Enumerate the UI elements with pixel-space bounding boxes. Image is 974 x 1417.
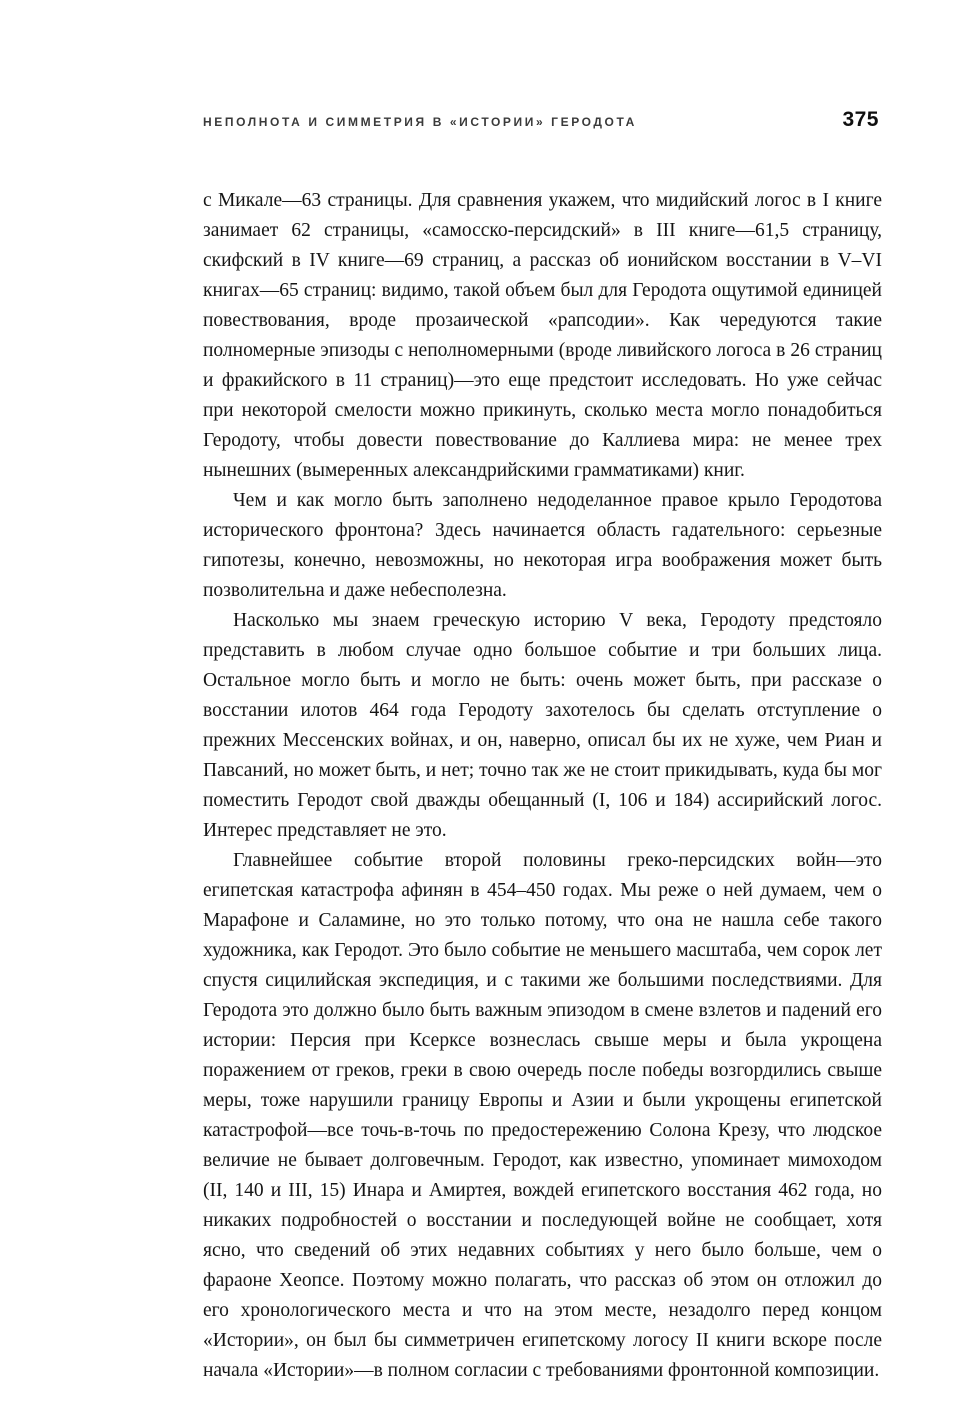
paragraph: Насколько мы знаем греческую историю V века, Геродоту предстояло представить в любом случае одно большое событие и три больших лица. Остальное могло быть и могло не быть: очень может быть, при рассказе о восстании илотов 464 года Геродоту захотелось бы сделать отступление о прежних Мессенских войнах, и он, наверно, описал бы их не хуже, чем Риан и Павсаний, но может быть, и нет; точно так же не стоит прикидывать, куда бы мог поместить Геродот свой дважды обещанный (I, 106 и 184) ассирийский логос. Интерес представляет не это. bbox=[203, 610, 882, 841]
body-text-block bbox=[203, 186, 882, 1386]
paragraph: с Микале—63 страницы. Для сравнения укажем, что мидийский логос в I книге занимает 62 страницы, «самосско-персидский» в III книге—61,5 страницу, скифский в IV книге—69 страниц, а рассказ об ионийском восстании в V–VI книгах—65 страниц: видимо, такой объем был для Геродота ощутимой единицей повествования, вроде прозаической «рапсодии». Как чередуются такие полномерные эпизоды с неполномерными (вроде ливийского логоса в 26 страниц и фракийского в 11 страниц)—это еще предстоит исследовать. Но уже сейчас при некоторой смелости можно прикинуть, сколько места могло понадобиться Геродоту, чтобы довести повествование до Каллиева мира: не менее трех нынешних (вымеренных александрийскими грамматиками) книг. bbox=[203, 190, 882, 481]
page-number: 375 bbox=[842, 108, 879, 131]
page-header bbox=[203, 108, 879, 132]
running-head: НЕПОЛНОТА И СИММЕТРИЯ В «ИСТОРИИ» ГЕРОДОТА bbox=[203, 115, 637, 129]
paragraph: Чем и как могло быть заполнено недоделанное правое крыло Геродотова исторического фронтона? Здесь начинается область гадательного: серьезные гипотезы, конечно, невозможны, но некоторая игра воображения может быть позволительна и даже небесполезна. bbox=[203, 490, 882, 601]
paragraph: Главнейшее событие второй половины греко-персидских войн—это египетская катастрофа афинян в 454–450 годах. Мы реже о ней думаем, чем о Марафоне и Саламине, но это только потому, что она не нашла себе такого художника, как Геродот. Это было событие не меньшего масштаба, чем сорок лет спустя сицилийская экспедиция, и с такими же большими последствиями. Для Геродота это должно было быть важным эпизодом в смене взлетов и падений его истории: Персия при Ксерксе вознеслась свыше меры и была укрощена поражением от греков, греки в свою очередь после победы возгордились свыше меры, тоже нарушили границу Европы и Азии и были укрощены египетской катастрофой—все точь-в-точь по предостережению Солона Крезу, что людское величие не бывает долговечным. Геродот, как известно, упоминает мимоходом (II, 140 и III, 15) Инара и Амиртея, вождей египетского восстания 462 года, но никаких подробностей о восстании и последующей войне не сообщает, хотя ясно, что сведений об этих недавних событиях у него было больше, чем о фараоне Хеопсе. Поэтому можно полагать, что рассказ об этом он отложил до его хронологического места и что на этом месте, незадолго перед концом «Истории», он был бы симметричен египетскому логосу II книги вскоре после начала «Истории»—в полном согласии с требованиями фронтонной композиции. bbox=[203, 850, 882, 1381]
